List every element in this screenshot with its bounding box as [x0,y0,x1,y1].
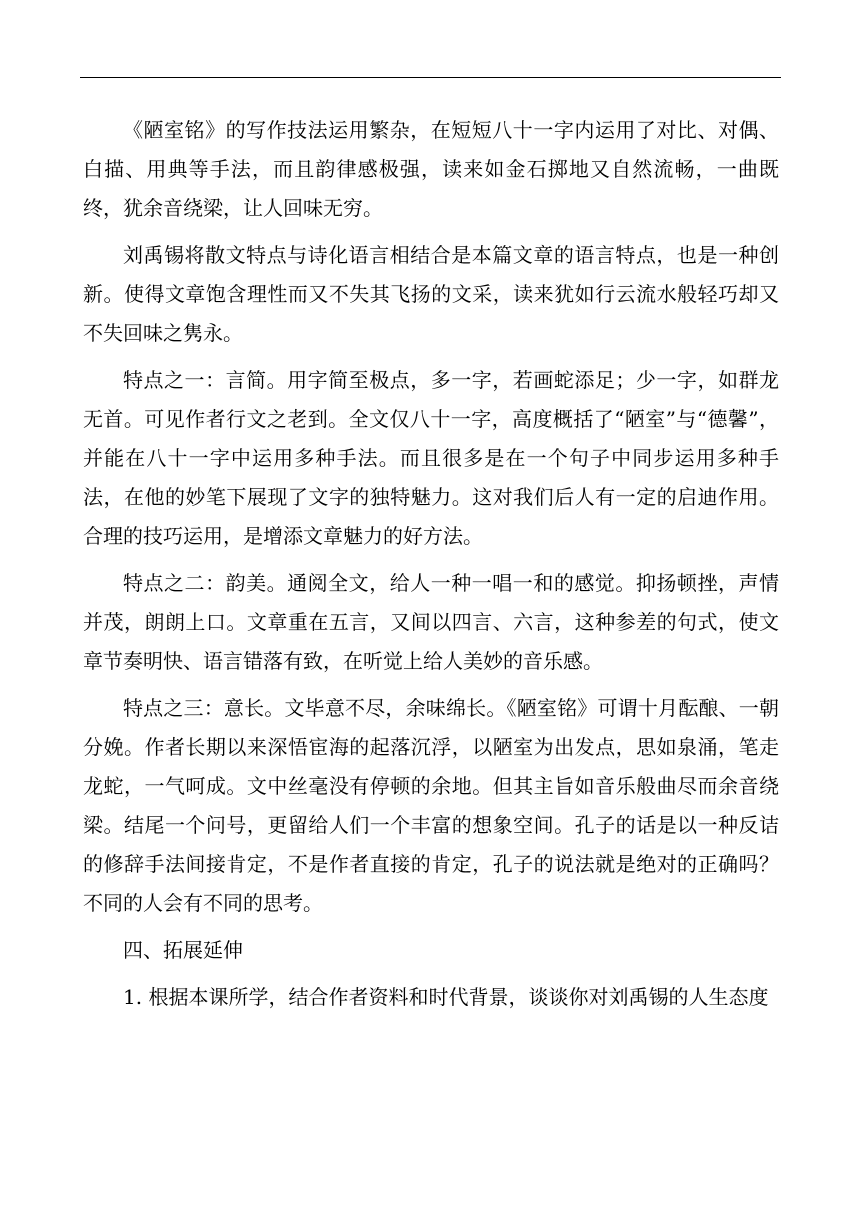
paragraph-writing-techniques: 《陋室铭》的写作技法运用繁杂，在短短八十一字内运用了对比、对偶、白描、用典等手法，而且韵律感极强，读来如金石掷地又自然流畅，一曲既终，犹余音绕梁，让人回味无穷。 [83,118,779,220]
paragraph-language-features: 刘禹锡将散文特点与诗化语言相结合是本篇文章的语言特点，也是一种创新。使得文章饱含理性而又不失其飞扬的文采，读来犹如行云流水般轻巧却又不失回味之隽永。 [83,243,779,345]
paragraph-feature-two: 特点之二：韵美。通阅全文，给人一种一唱一和的感觉。抑扬顿挫，声情并茂，朗朗上口。文章重在五言，又间以四言、六言，这种参差的句式，使文章节奏明快、语言错落有致，在听觉上给人美妙的音乐感。 [83,571,779,673]
question-1: 1. 根据本课所学，结合作者资料和时代背景，谈谈你对刘禹锡的人生态度 [123,985,769,1009]
paragraph-feature-three: 特点之三：意长。文毕意不尽，余味绵长。《陋室铭》可谓十月酝酿、一朝分娩。作者长期以来深悟宦海的起落沉浮，以陋室为出发点，思如泉涌，笔走龙蛇，一气呵成。文中丝毫没有停顿的余地。但其主旨如音乐般曲尽而余音绕梁。结尾一个问号，更留给人们一个丰富的想象空间。孔子的话是以一种反诘的修辞手法间接肯定，不是作者直接的肯定，孔子的说法就是绝对的正确吗？不同的人会有不同的思考。 [83,696,779,915]
document-body [83,111,779,1025]
header-rule [80,77,781,78]
paragraph-feature-one: 特点之一：言简。用字简至极点，多一字，若画蛇添足；少一字，如群龙无首。可见作者行文之老到。全文仅八十一字，高度概括了“陋室”与“德馨”，并能在八十一字中运用多种手法。而且很多是在一个句子中同步运用多种手法，在他的妙笔下展现了文字的独特魅力。这对我们后人有一定的启迪作用。合理的技巧运用，是增添文章魅力的好方法。 [83,368,779,548]
section-heading: 四、拓展延伸 [123,938,243,962]
